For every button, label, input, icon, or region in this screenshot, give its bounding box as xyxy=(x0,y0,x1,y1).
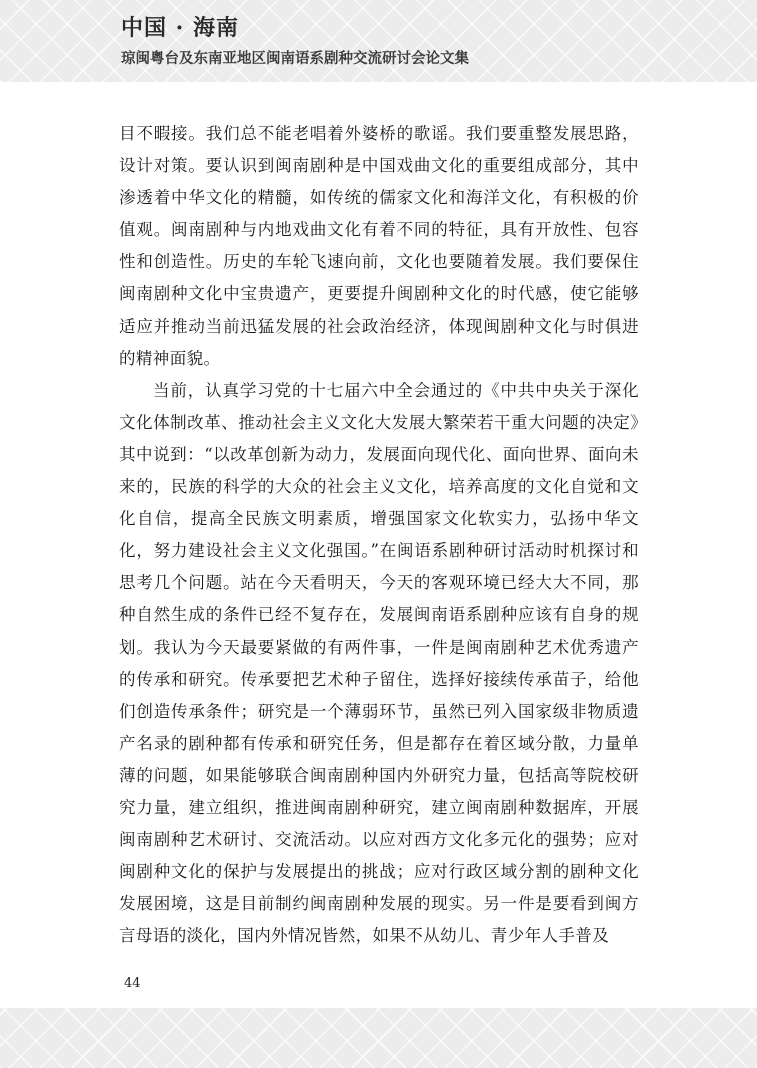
paragraph-2: 当前，认真学习党的十七届六中全会通过的《中共中央关于深化文化体制改革、推动社会主义文化大发展大繁荣若干重大问题的决定》其中说到：“以改革创新为动力，发展面向现代化、面向世界、面向未来的，民族的科学的大众的社会主义文化，培养高度的文化自觉和文化自信，提高全民族文明素质，增强国家文化软实力，弘扬中华文化，努力建设社会主义文化强国。”在闽语系剧种研讨活动时机探讨和思考几个问题。站在今天看明天，今天的客观环境已经大大不同，那种自然生成的条件已经不复存在，发展闽南语系剧种应该有自身的规划。我认为今天最要紧做的有两件事，一件是闽南剧种艺术优秀遗产的传承和研究。传承要把艺术种子留住，选择好接续传承苗子，给他们创造传承条件；研究是一个薄弱环节，虽然已列入国家级非物质遗产名录的剧种都有传承和研究任务，但是都存在着区域分散，力量单薄的问题，如果能够联合闽南剧种国内外研究力量，包括高等院校研究力量，建立组织，推进闽南剧种研究，建立闽南剧种数据库，开展闽南剧种艺术研讨、交流活动。以应对西方文化多元化的强势；应对闽剧种文化的保护与发展提出的挑战；应对行政区域分割的剧种文化发展困境，这是目前制约闽南剧种发展的现实。另一件是要看到闽方言母语的淡化，国内外情况皆然，如果不从幼儿、青少年人手普及 xyxy=(119,380,639,946)
header-band xyxy=(0,0,757,82)
paragraph-1: 目不暇接。我们总不能老唱着外婆桥的歌谣。我们要重整发展思路，设计对策。要认识到闽南剧种是中国戏曲文化的重要组成部分，其中渗透着中华文化的精髓，如传统的儒家文化和海洋文化，有积极的价值观。闽南剧种与内地戏曲文化有着不同的特征，具有开放性、包容性和创造性。历史的车轮飞速向前，文化也要随着发展。我们要保住闽南剧种文化中宝贵遗产，更要提升闽剧种文化的时代感，使它能够适应并推动当前迅猛发展的社会政治经济，体现闽剧种文化与时俱进的精神面貌。 xyxy=(119,124,639,368)
header-title: 中国 · 海南 xyxy=(121,15,239,41)
page-number: 44 xyxy=(124,976,141,991)
header-subtitle: 琼闽粤台及东南亚地区闽南语系剧种交流研讨会论文集 xyxy=(121,51,469,67)
body-text xyxy=(119,118,639,952)
footer-band xyxy=(0,1008,757,1068)
